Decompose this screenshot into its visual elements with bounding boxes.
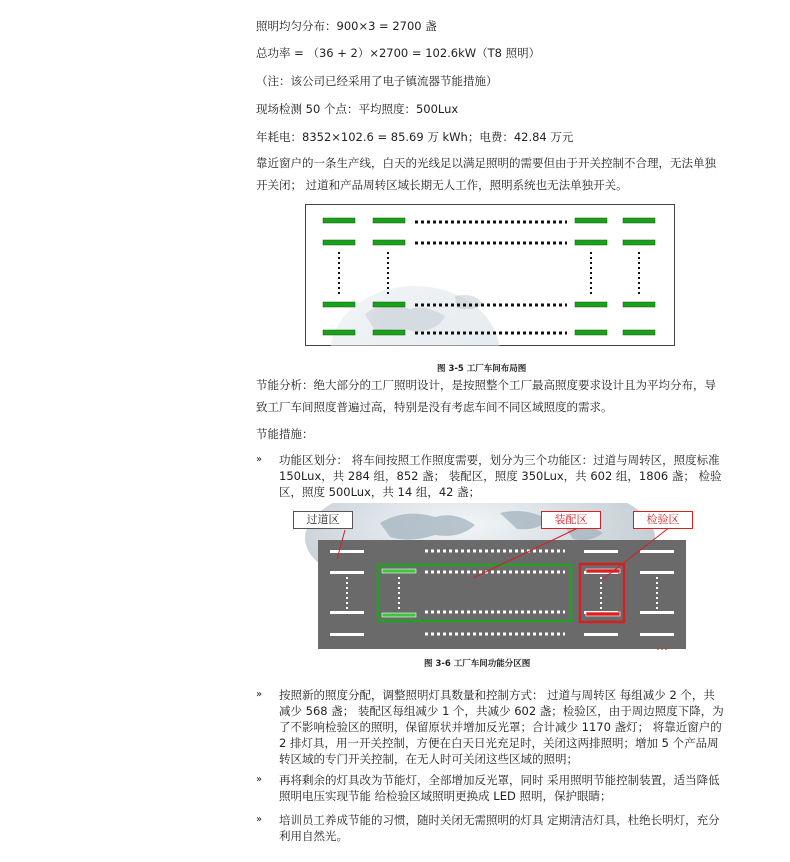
- measurement-line: 现场检测 50 个点：平均照度：500Lux: [256, 102, 459, 116]
- annual-consumption-line: 年耗电：8352×102.6 = 85.69 万 kWh；电费：42.84 万元: [256, 130, 574, 144]
- bullet-adjustment: [256, 687, 726, 767]
- aisle-zone-label: 过道区: [293, 511, 353, 529]
- bullet-adjustment-text: 按照新的照度分配，调整照明灯具数量和控制方式： 过道与周转区 每组减少 2 个，共减少 568 盏； 装配区每组减少 1 个，共减少 602 盏；检验区，由于周边照度下降，为了不影响检验区的照明，保留原状并增加反光罩；合计减少 1170 盏灯； 将靠近窗户的 2 排灯具，用一开关控制，方便在白天日光充足时，关闭这两排照明；增加 5 个产品周转区域的专门开关控制，在无人时可关闭这些区域的照明；: [279, 688, 724, 766]
- bullet-marker: »: [256, 814, 263, 825]
- lamp-fixture: [640, 571, 674, 574]
- lamp-fixture: [330, 571, 364, 574]
- bullet-energy-saving-lamps: [256, 772, 726, 804]
- functional-zoning-figure: [285, 503, 695, 655]
- lamp-fixture: [575, 240, 607, 245]
- lamp-fixture: [323, 218, 355, 223]
- bullet-marker: »: [256, 454, 263, 465]
- lamp-fixture: [330, 611, 364, 614]
- figure-3-6-caption: 图 3-6 工厂车间功能分区图: [424, 659, 531, 669]
- inspection-lamp: [586, 612, 620, 616]
- lamp-fixture: [330, 550, 364, 553]
- assembly-zone-label: 装配区: [541, 511, 601, 529]
- workshop-layout-figure: [305, 204, 675, 346]
- lamp-fixture: [575, 330, 607, 335]
- uniform-distribution-line: 照明均匀分布：900×3 = 2700 盏: [256, 19, 437, 33]
- lamp-fixture: [584, 633, 618, 636]
- lamp-fixture: [640, 611, 674, 614]
- window-paragraph: 靠近窗户的一条生产线，白天的光线足以满足照明的需要但由于开关控制不合理，无法单独开关闭； 过道和产品周转区域长期无人工作，照明系统也无法单独开关。: [256, 156, 716, 192]
- lamp-fixture: [623, 302, 655, 307]
- bullet-training: [256, 812, 726, 844]
- lamp-fixture: [323, 302, 355, 307]
- lamp-fixture: [373, 330, 405, 335]
- bullet-training-text: 培训员工养成节能的习惯，随时关闭无需照明的灯具 定期清洁灯具，杜绝长明灯，充分利用自然光。: [279, 813, 720, 843]
- lamp-fixture: [373, 240, 405, 245]
- bullet-marker: »: [256, 689, 263, 700]
- lamp-fixture: [623, 240, 655, 245]
- bullet-marker: »: [256, 774, 263, 785]
- lamp-fixture: [330, 633, 364, 636]
- measures-heading: 节能措施：: [256, 427, 314, 441]
- lamp-fixture: [575, 302, 607, 307]
- workshop-layout-diagram: [305, 204, 675, 346]
- lamp-fixture: [584, 550, 618, 553]
- energy-analysis-paragraph: 节能分析：绝大部分的工厂照明设计，是按照整个工厂最高照度要求设计且为平均分布，导致工厂车间照度普遍过高，特别是没有考虑车间不同区域照度的需求。: [256, 378, 716, 414]
- lamp-fixture: [575, 218, 607, 223]
- lamp-fixture: [323, 330, 355, 335]
- lamp-fixture: [373, 302, 405, 307]
- lamp-fixture: [640, 550, 674, 553]
- figure-3-5-caption: 图 3-5 工厂车间布局图: [437, 364, 527, 374]
- assembly-lamp: [382, 613, 416, 617]
- lamp-fixture: [640, 633, 674, 636]
- bullet-energy-saving-lamps-text: 再将剩余的灯具改为节能灯，全部增加反光罩，同时 采用照明节能控制装置，适当降低照明电压实现节能 给检验区域照明更换成 LED 照明，保护眼睛；: [279, 773, 720, 803]
- lamp-fixture: [623, 218, 655, 223]
- inspection-zone-label: 检验区: [633, 511, 693, 529]
- workshop-floor: [318, 540, 686, 649]
- lamp-fixture: [373, 218, 405, 223]
- assembly-lamp: [382, 569, 416, 573]
- ballast-note-line: （注：该公司已经采用了电子镇流器节能措施）: [256, 74, 498, 88]
- lamp-fixture: [323, 240, 355, 245]
- bullet-zoning-text: 功能区划分： 将车间按照工作照度需要，划分为三个功能区：过道与周转区，照度标准 150Lux，共 284 组，852 盏； 装配区，照度 350Lux，共 602 组，1806 盏； 检验区，照度 500Lux，共 14 组，42 盏；: [279, 453, 722, 499]
- lamp-fixture: [623, 330, 655, 335]
- total-power-line: 总功率 = （36 + 2）×2700 = 102.6kW（T8 照明）: [256, 46, 541, 60]
- bullet-zoning: [256, 452, 726, 500]
